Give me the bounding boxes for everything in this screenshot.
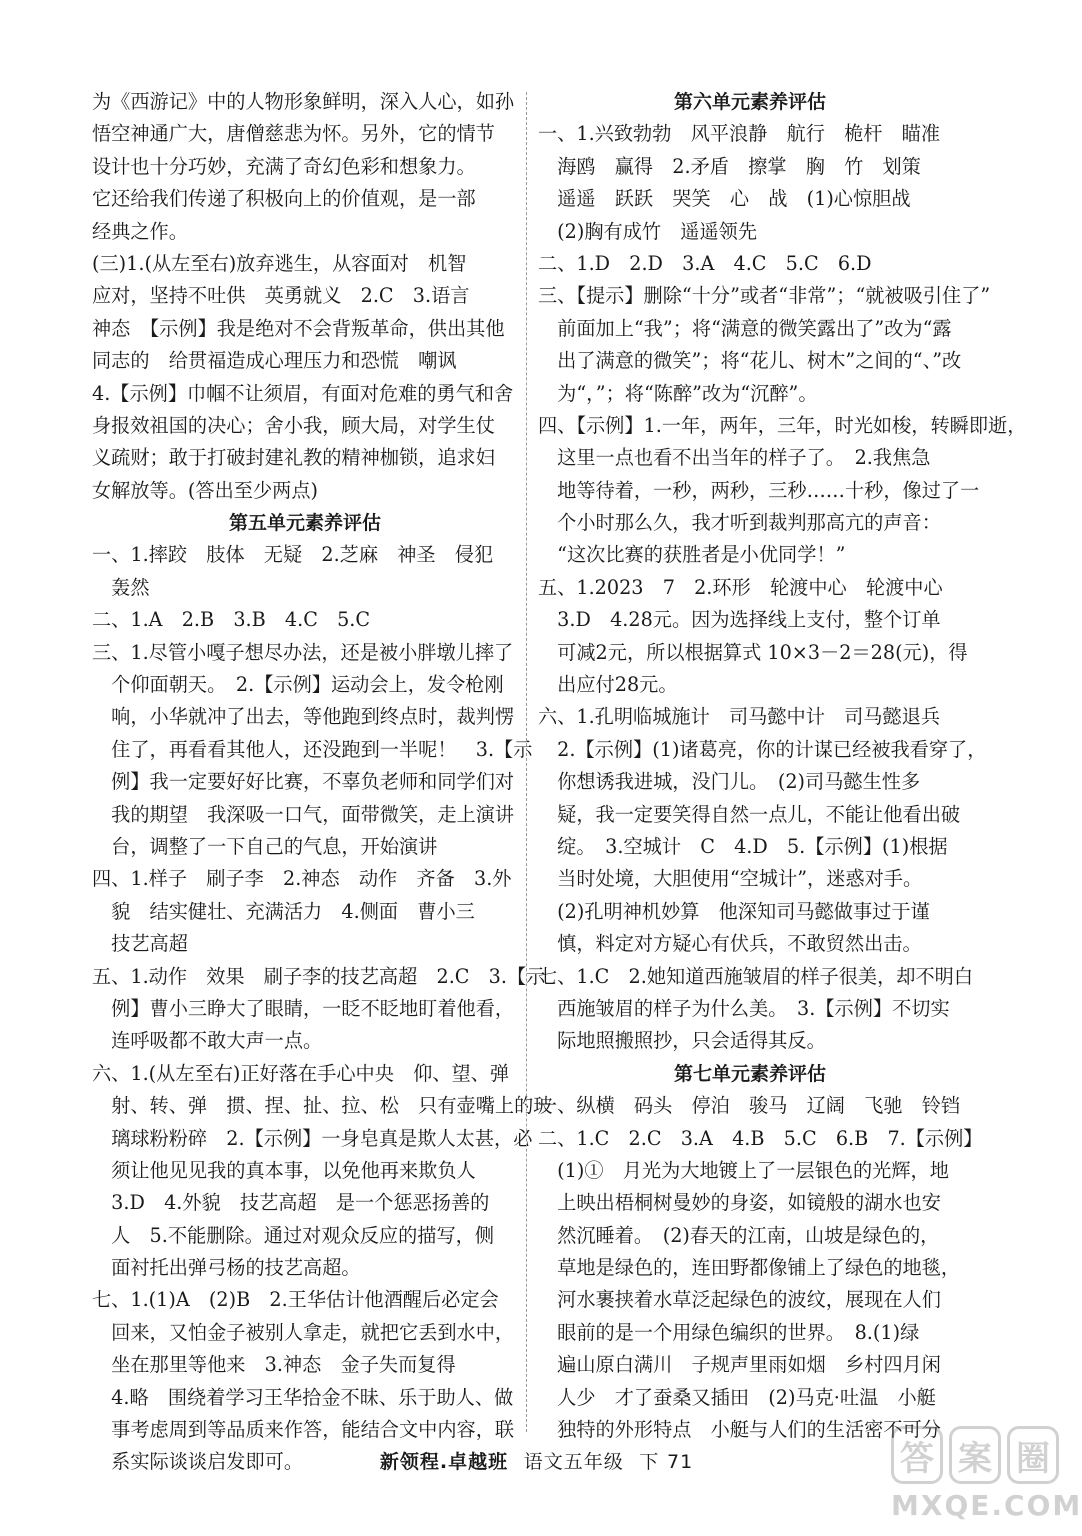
answer-line: 二、1.C 2.C 3.A 4.B 5.C 6.B 7.【示例】 <box>538 1126 983 1150</box>
answer-line: 系实际谈谈启发即可。 <box>92 1450 304 1474</box>
answer-line: 连呼吸都不敢大声一点。 <box>92 1029 323 1053</box>
answer-line: (1)① 月光为大地镀上了一层银色的光辉，地 <box>538 1158 949 1182</box>
answer-line: (三)1.(从左至右)放弃逃生，从容面对 机智 <box>92 251 467 275</box>
answer-line: 可减2元，所以根据算式 10×3－2＝28(元)，得 <box>538 640 968 664</box>
answer-line: 草地是绿色的，连田野都像铺上了绿色的地毯， <box>538 1256 961 1280</box>
answer-line: 技艺高超 <box>92 932 188 956</box>
answer-line: 前面加上“我”；将“满意的微笑露出了”改为“露 <box>538 316 952 340</box>
answer-line: 回来，又怕金子被别人拿走，就把它丢到水中， <box>92 1320 515 1344</box>
answer-line: 响，小华就冲了出去，等他跑到终点时，裁判愣 <box>92 705 515 729</box>
answer-line: 身报效祖国的决心；舍小我，顾大局，对学生仗 <box>92 413 495 437</box>
answer-line: 事考虑周到等品质来作答，能结合文中内容，联 <box>92 1418 515 1442</box>
answer-line: 它还给我们传递了积极向上的价值观，是一部 <box>92 187 476 211</box>
answer-line: 一、1.摔跤 肢体 无疑 2.芝麻 神圣 侵犯 <box>92 543 494 567</box>
answer-line: 西施皱眉的样子为什么美。 3.【示例】不切实 <box>538 996 950 1020</box>
footer-series-b: 卓越班 <box>448 1451 509 1473</box>
answer-line: 为《西游记》中的人物形象鲜明，深入人心，如孙 <box>92 90 515 113</box>
watermark-glyph-3: 圈 <box>1007 1426 1059 1484</box>
watermark-logo <box>891 1426 1082 1522</box>
answer-line: 轰然 <box>92 575 150 599</box>
answer-line: 五、1.动作 效果 刷子李的技艺高超 2.C 3.【示 <box>92 964 546 988</box>
answer-line: 四、1.样子 刷子李 2.神态 动作 齐备 3.外 <box>92 867 512 891</box>
answer-line: 际地照搬照抄，只会适得其反。 <box>538 1029 826 1053</box>
section-heading: 第六单元素养评估 <box>673 91 826 113</box>
answer-line: 女解放等。(答出至少两点) <box>92 478 319 502</box>
answer-line: 二、1.D 2.D 3.A 4.C 5.C 6.D <box>538 251 872 275</box>
answer-line: 三、【提示】删除“十分”或者“非常”；“就被吸引住了” <box>538 284 991 308</box>
section-heading: 第五单元素养评估 <box>228 512 381 535</box>
answer-line: 遥遥 跃跃 哭笑 心 战 (1)心惊胆战 <box>538 187 911 211</box>
answer-line: 当时处境，大胆使用“空城计”，迷惑对手。 <box>538 867 923 891</box>
answer-line: 遍山原白满川 子规声里雨如烟 乡村四月闲 <box>538 1353 941 1377</box>
watermark-url: MXQE.COM <box>891 1489 1082 1522</box>
answer-line: 人少 才了蚕桑又插田 (2)马克·吐温 小艇 <box>538 1385 936 1409</box>
answer-line: 我的期望 我深吸一口气，面带微笑，走上演讲 <box>92 802 515 826</box>
answer-line: “这次比赛的获胜者是小优同学！” <box>538 543 846 567</box>
answer-line: 疑，我一定要笑得自然一点儿，不能让他看出破 <box>538 802 961 826</box>
answer-line: 台，调整了一下自己的气息，开始演讲 <box>92 834 438 858</box>
answer-line: 应对，坚持不吐供 英勇就义 2.C 3.语言 <box>92 284 470 308</box>
answer-line: 慎，料定对方疑心有伏兵，不敢贸然出击。 <box>538 932 922 956</box>
footer-volume: 下 <box>639 1451 660 1473</box>
watermark-glyph-2: 案 <box>949 1426 1001 1484</box>
answer-line: 七、1.C 2.她知道西施皱眉的样子很美，却不明白 <box>538 964 974 988</box>
left-column <box>92 86 553 1479</box>
answer-line: 独特的外形特点 小艇与人们的生活密不可分 <box>538 1418 941 1442</box>
answer-line: 然沉睡着。 (2)春天的江南，山坡是绿色的， <box>538 1223 940 1247</box>
answer-line: 貌 结实健壮、充满活力 4.侧面 曹小三 <box>92 899 475 923</box>
answer-line: 坐在那里等他来 3.神态 金子失而复得 <box>92 1353 456 1377</box>
answer-line: 经典之作。 <box>92 219 188 243</box>
answer-line: 悟空神通广大，唐僧慈悲为怀。另外，它的情节 <box>92 122 495 146</box>
answer-line: 海鸥 赢得 2.矛盾 擦掌 胸 竹 划策 <box>538 154 921 178</box>
answer-line: 个小时那么久，我才听到裁判那高亢的声音： <box>538 511 941 535</box>
answer-line: 六、1.(从左至右)正好落在手心中央 仰、望、弹 <box>92 1061 510 1085</box>
answer-line: 3.D 4.28元。因为选择线上支付，整个订单 <box>538 608 941 632</box>
answer-line: 出了满意的微笑”；将“花儿、树木”之间的“、”改 <box>538 349 962 373</box>
answer-line: 同志的 给贯福造成心理压力和恐慌 嘲讽 <box>92 349 457 373</box>
answer-line: 二、1.A 2.B 3.B 4.C 5.C <box>92 608 371 632</box>
answer-line: 一、纵横 码头 停泊 骏马 辽阔 飞驰 铃铛 <box>538 1094 961 1118</box>
right-column <box>538 86 1027 1446</box>
answer-line: 2.【示例】(1)诸葛亮，你的计谋已经被我看穿了， <box>538 737 987 761</box>
answer-line: 住了，再看看其他人，还没跑到一半呢！ 3.【示 <box>92 737 533 761</box>
answer-line: 神态 【示例】我是绝对不会背叛革命，供出其他 <box>92 316 505 340</box>
answer-line: 3.D 4.外貌 技艺高超 是一个惩恶扬善的 <box>92 1191 490 1215</box>
answer-line: 例】曹小三睁大了眼睛，一眨不眨地盯着他看， <box>92 996 515 1020</box>
answer-line: 五、1.2023 7 2.环形 轮渡中心 轮渡中心 <box>538 575 943 599</box>
column-divider <box>526 92 527 1432</box>
answer-line: 人 5.不能删除。通过对观众反应的描写，侧 <box>92 1223 495 1247</box>
answer-line: 三、1.尽管小嘎子想尽办法，还是被小胖墩儿摔了 <box>92 640 514 664</box>
answer-line: 射、转、弹 掼、捏、扯、拉、松 只有壶嘴上的玻 <box>92 1094 553 1118</box>
answer-line: 例】我一定要好好比赛，不辜负老师和同学们对 <box>92 770 515 794</box>
answer-line: 出应付28元。 <box>538 673 678 697</box>
answer-line: 个仰面朝天。 2.【示例】运动会上，发令枪刚 <box>92 673 504 697</box>
answer-line: 这里一点也看不出当年的样子了。 2.我焦急 <box>538 446 931 470</box>
answer-line: 一、1.兴致勃勃 风平浪静 航行 桅杆 瞄准 <box>538 122 941 146</box>
answer-line: 河水裹挟着水草泛起绿色的波纹，展现在人们 <box>538 1288 941 1312</box>
answer-line: (2)孔明神机妙算 他深知司马懿做事过于谨 <box>538 899 930 923</box>
footer-subject: 语文五年级 <box>523 1451 624 1473</box>
footer-series-a: 新领程 <box>379 1451 440 1473</box>
footer-dot: . <box>439 1451 449 1473</box>
answer-line: 须让他见见我的真本事，以免他再来欺负人 <box>92 1158 476 1182</box>
answer-line: (2)胸有成竹 遥遥领先 <box>538 219 758 243</box>
answer-line: 上映出梧桐树曼妙的身姿，如镜般的湖水也安 <box>538 1191 941 1215</box>
section-heading: 第七单元素养评估 <box>673 1062 826 1085</box>
answer-line: 眼前的是一个用绿色编织的世界。 8.(1)绿 <box>538 1320 920 1344</box>
answer-line: 设计也十分巧妙，充满了奇幻色彩和想象力。 <box>92 154 476 178</box>
answer-line: 六、1.孔明临城施计 司马懿中计 司马懿退兵 <box>538 705 941 729</box>
answer-line: 璃球粉粉碎 2.【示例】一身皂真是欺人太甚，必 <box>92 1126 533 1150</box>
answer-line: 四、【示例】1.一年，两年，三年，时光如梭，转瞬即逝， <box>538 413 1027 437</box>
page-number: 71 <box>666 1451 694 1473</box>
answer-line: 义疏财；敢于打破封建礼教的精神枷锁，追求妇 <box>92 446 495 470</box>
watermark-glyph-1: 答 <box>891 1426 943 1484</box>
answer-line: 七、1.(1)A (2)B 2.王华估计他酒醒后必定会 <box>92 1288 499 1312</box>
answer-line: 为“，”；将“陈醉”改为“沉醉”。 <box>538 381 818 405</box>
answer-line: 地等待着，一秒，两秒，三秒……十秒，像过了一 <box>538 478 980 502</box>
answer-line: 4.【示例】巾帼不让须眉，有面对危难的勇气和舍 <box>92 381 514 405</box>
answer-line: 绽。 3.空城计 C 4.D 5.【示例】(1)根据 <box>538 834 948 858</box>
answer-line: 你想诱我进城，没门儿。 (2)司马懿生性多 <box>538 770 921 794</box>
answer-line: 4.略 围绕着学习王华拾金不昧、乐于助人、做 <box>92 1385 514 1409</box>
answer-line: 面衬托出弹弓杨的技艺高超。 <box>92 1256 361 1280</box>
